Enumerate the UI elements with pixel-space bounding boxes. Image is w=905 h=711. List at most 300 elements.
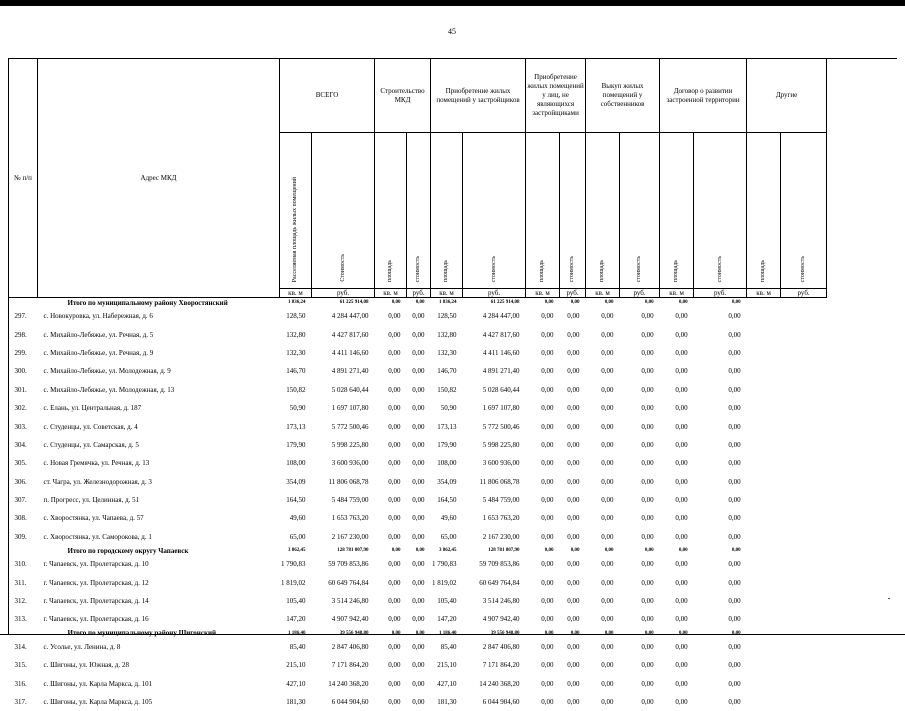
row-address: с. Михайло-Лебяжье, ул. Речная, д. 9 <box>38 344 280 362</box>
table-cell: 0,00 <box>660 417 694 435</box>
subheader-cost <box>620 133 660 289</box>
table-cell: 0,00 <box>407 491 431 509</box>
table-cell: 0,00 <box>660 528 694 546</box>
table-row <box>9 610 827 628</box>
row-address: с. Хворостянка, ул. Саморокова, д. 1 <box>38 528 280 546</box>
table-cell: 0,00 <box>694 298 747 308</box>
table-cell: 4 907 942,40 <box>463 610 526 628</box>
table-cell: 0,00 <box>694 307 747 325</box>
row-number: 300. <box>9 362 38 380</box>
table-cell: 0,00 <box>660 298 694 308</box>
table-cell: 0,00 <box>694 693 747 711</box>
table-cell: 65,00 <box>431 528 463 546</box>
table-cell: 0,00 <box>560 528 586 546</box>
table-row <box>9 693 827 711</box>
table-row <box>9 674 827 692</box>
table-cell: 0,00 <box>586 381 620 399</box>
unit-label: кв. м <box>280 289 312 298</box>
table-cell: 0,00 <box>407 656 431 674</box>
table-cell: 0,00 <box>375 693 407 711</box>
unit-label: руб. <box>620 289 660 298</box>
table-cell: 0,00 <box>375 610 407 628</box>
table-cell: 0,00 <box>620 454 660 472</box>
table-cell: 4 411 146,60 <box>463 344 526 362</box>
unit-label: руб. <box>407 289 431 298</box>
unit-label: руб. <box>694 289 747 298</box>
table-cell <box>747 473 781 491</box>
table-cell: 3 514 246,80 <box>312 592 375 610</box>
row-number: 311. <box>9 573 38 591</box>
table-cell: 0,00 <box>660 555 694 573</box>
table-cell: 61 225 914,08 <box>312 298 375 308</box>
subheader-label: площадь <box>387 260 394 282</box>
scan-speck <box>888 598 890 599</box>
row-address: с. Шигоны, ул. Карла Маркса, д. 105 <box>38 693 280 711</box>
table-cell: 0,00 <box>375 436 407 454</box>
table-cell: 49,60 <box>280 509 312 527</box>
subheader-cost <box>463 133 526 289</box>
table-cell: 0,00 <box>375 509 407 527</box>
table-cell: 0,00 <box>694 674 747 692</box>
table-cell: 0,00 <box>660 693 694 711</box>
table-cell: 0,00 <box>586 307 620 325</box>
table-cell: 0,00 <box>694 546 747 555</box>
subheader-label: стоимость <box>800 256 807 282</box>
table-cell: 11 806 068,78 <box>463 473 526 491</box>
table-cell: 0,00 <box>375 417 407 435</box>
table-cell: 0,00 <box>560 573 586 591</box>
table-cell: 1 790,83 <box>280 555 312 573</box>
subheader-cost <box>781 133 827 289</box>
table-cell: 0,00 <box>694 592 747 610</box>
table-cell <box>747 528 781 546</box>
table-cell <box>781 693 827 711</box>
table-cell: 0,00 <box>560 674 586 692</box>
table-cell: 0,00 <box>560 638 586 656</box>
table-cell <box>781 573 827 591</box>
group-header-construction: Строительство МКД <box>375 59 431 133</box>
table-cell: 0,00 <box>620 473 660 491</box>
table-cell: 0,00 <box>526 555 560 573</box>
table-cell <box>747 573 781 591</box>
row-number: 309. <box>9 528 38 546</box>
table-cell <box>747 325 781 343</box>
table-cell <box>781 298 827 308</box>
table-cell: 0,00 <box>586 693 620 711</box>
row-number <box>9 298 38 308</box>
subheader-area <box>375 133 407 289</box>
table-cell: 0,00 <box>694 417 747 435</box>
table-cell: 3 600 936,00 <box>463 454 526 472</box>
row-address: с. Студенцы, ул. Самарская, д. 5 <box>38 436 280 454</box>
table-cell: 0,00 <box>407 325 431 343</box>
table-cell: 0,00 <box>620 381 660 399</box>
table-row <box>9 325 827 343</box>
table-cell: 0,00 <box>560 610 586 628</box>
unit-label: руб. <box>312 289 375 298</box>
table-cell: 0,00 <box>526 546 560 555</box>
row-number: 317. <box>9 693 38 711</box>
table-cell: 0,00 <box>586 473 620 491</box>
table-row <box>9 555 827 573</box>
table-cell: 1 819,02 <box>280 573 312 591</box>
table-cell <box>747 362 781 380</box>
table-cell: 0,00 <box>586 436 620 454</box>
table-cell: 0,00 <box>375 638 407 656</box>
row-address: с. Усолье, ул. Ленина, д. 8 <box>38 638 280 656</box>
table-row <box>9 454 827 472</box>
table-cell: 0,00 <box>660 307 694 325</box>
table-cell: 0,00 <box>560 454 586 472</box>
table-cell: 0,00 <box>526 610 560 628</box>
table-row <box>9 344 827 362</box>
table-cell: 105,40 <box>431 592 463 610</box>
table-cell: 0,00 <box>660 381 694 399</box>
table-cell: 0,00 <box>694 509 747 527</box>
table-cell: 0,00 <box>620 528 660 546</box>
table-cell: 0,00 <box>620 344 660 362</box>
row-number: 305. <box>9 454 38 472</box>
table-cell: 0,00 <box>560 325 586 343</box>
unit-label: кв. м <box>431 289 463 298</box>
table-cell: 0,00 <box>407 674 431 692</box>
row-address: с. Шигоны, ул. Карла Маркса, д. 101 <box>38 674 280 692</box>
table-cell: 0,00 <box>586 528 620 546</box>
table-row <box>9 381 827 399</box>
table-header <box>9 59 827 298</box>
subheader-label: стоимость <box>717 256 724 282</box>
top-border-bar <box>0 0 905 6</box>
table-row <box>9 417 827 435</box>
table-cell: 0,00 <box>694 573 747 591</box>
table-cell: 0,00 <box>660 674 694 692</box>
unit-label: руб. <box>463 289 526 298</box>
table-cell: 0,00 <box>407 693 431 711</box>
table-cell: 0,00 <box>660 610 694 628</box>
table-cell: 0,00 <box>407 362 431 380</box>
table-cell: 0,00 <box>660 362 694 380</box>
table-cell: 4 427 817,60 <box>312 325 375 343</box>
resettlement-table <box>8 58 827 711</box>
row-address: с. Михайло-Лебяжье, ул. Речная, д. 5 <box>38 325 280 343</box>
table-cell: 0,00 <box>620 656 660 674</box>
table-cell: 6 044 904,60 <box>463 693 526 711</box>
table-cell <box>747 454 781 472</box>
unit-label: кв. м <box>375 289 407 298</box>
table-cell: 215,10 <box>280 656 312 674</box>
table-cell: 0,00 <box>586 298 620 308</box>
group-header-nondeveloper-purchase: Приобретение жилых помещений у лиц, не являющихся застройщиками <box>526 59 586 133</box>
row-number: 298. <box>9 325 38 343</box>
table-cell: 0,00 <box>560 344 586 362</box>
table-cell: 0,00 <box>526 674 560 692</box>
table-cell: 0,00 <box>660 592 694 610</box>
row-number: 315. <box>9 656 38 674</box>
table-cell: 146,70 <box>431 362 463 380</box>
table-cell: 0,00 <box>375 592 407 610</box>
table-cell: 0,00 <box>407 417 431 435</box>
unit-label: кв. м <box>747 289 781 298</box>
row-number: 302. <box>9 399 38 417</box>
table-cell: 164,50 <box>431 491 463 509</box>
table-cell: 0,00 <box>407 610 431 628</box>
table-cell: 0,00 <box>620 509 660 527</box>
table-cell: 0,00 <box>620 610 660 628</box>
table-cell <box>781 528 827 546</box>
row-number: 307. <box>9 491 38 509</box>
table-cell: 0,00 <box>407 528 431 546</box>
subheader-label: площадь <box>539 260 546 282</box>
table-cell: 1 790,83 <box>431 555 463 573</box>
table-cell: 0,00 <box>586 344 620 362</box>
table-cell: 150,82 <box>431 381 463 399</box>
table-cell <box>747 638 781 656</box>
table-cell: 0,00 <box>660 638 694 656</box>
table-cell: 0,00 <box>375 344 407 362</box>
table-cell: 0,00 <box>560 473 586 491</box>
table-cell: 0,00 <box>407 454 431 472</box>
table-cell: 50,90 <box>280 399 312 417</box>
table-cell: 61 225 914,08 <box>463 298 526 308</box>
table-cell: 85,40 <box>431 638 463 656</box>
table-cell: 0,00 <box>375 362 407 380</box>
bottom-border-line <box>0 634 905 635</box>
table-cell: 0,00 <box>407 509 431 527</box>
table-cell: 0,00 <box>375 399 407 417</box>
row-address: п. Прогресс, ул. Целинная, д. 51 <box>38 491 280 509</box>
table-cell: 4 891 271,40 <box>312 362 375 380</box>
table-row <box>9 592 827 610</box>
table-cell: 7 171 864,20 <box>312 656 375 674</box>
table-cell: 7 171 864,20 <box>463 656 526 674</box>
unit-label: кв. м <box>586 289 620 298</box>
table-cell: 0,00 <box>526 693 560 711</box>
table-cell: 0,00 <box>694 399 747 417</box>
table-cell: 0,00 <box>407 573 431 591</box>
table-cell: 0,00 <box>620 325 660 343</box>
subheader-cost <box>560 133 586 289</box>
group-header-total: ВСЕГО <box>280 59 375 133</box>
table-cell: 0,00 <box>526 592 560 610</box>
row-address: г. Чапаевск, ул. Пролетарская, д. 10 <box>38 555 280 573</box>
table-cell: 4 427 817,60 <box>463 325 526 343</box>
table-cell: 3 862,45 <box>280 546 312 555</box>
subheader-label: стоимость <box>491 256 498 282</box>
table-row <box>9 436 827 454</box>
table-cell: 59 709 853,86 <box>312 555 375 573</box>
table-cell: 0,00 <box>694 491 747 509</box>
table-cell: 0,00 <box>375 528 407 546</box>
table-cell: 0,00 <box>560 491 586 509</box>
table-cell: 0,00 <box>407 344 431 362</box>
table-cell <box>781 362 827 380</box>
table-row <box>9 656 827 674</box>
table-row <box>9 362 827 380</box>
table-cell: 1 819,02 <box>431 573 463 591</box>
table-cell: 0,00 <box>526 436 560 454</box>
table-cell <box>781 546 827 555</box>
table-cell: 128 781 807,90 <box>312 546 375 555</box>
table-cell <box>747 399 781 417</box>
unit-label: кв. м <box>526 289 560 298</box>
table-cell: 147,20 <box>280 610 312 628</box>
table-cell: 0,00 <box>526 362 560 380</box>
table-cell: 173,13 <box>431 417 463 435</box>
table-cell: 1 653 763,20 <box>312 509 375 527</box>
row-number: 312. <box>9 592 38 610</box>
table-cell: 0,00 <box>586 454 620 472</box>
table-cell: 0,00 <box>560 592 586 610</box>
table-cell: 108,00 <box>431 454 463 472</box>
table-cell <box>781 307 827 325</box>
table-cell: 0,00 <box>586 399 620 417</box>
table-cell <box>781 638 827 656</box>
table-cell: 128,50 <box>280 307 312 325</box>
table-cell: 50,90 <box>431 399 463 417</box>
unit-label: кв. м <box>660 289 694 298</box>
row-number: 299. <box>9 344 38 362</box>
table-cell: 0,00 <box>375 325 407 343</box>
subheader-label: стоимость <box>569 256 576 282</box>
table-cell: 0,00 <box>694 362 747 380</box>
table-cell <box>781 381 827 399</box>
table-cell: 0,00 <box>526 528 560 546</box>
subheader-area <box>660 133 694 289</box>
table-cell: 1 836,24 <box>431 298 463 308</box>
table-cell: 1 697 107,80 <box>312 399 375 417</box>
table-cell: 0,00 <box>660 491 694 509</box>
table-cell: 0,00 <box>586 491 620 509</box>
table-cell: 0,00 <box>375 307 407 325</box>
table-cell: 0,00 <box>694 454 747 472</box>
table-cell: 0,00 <box>620 592 660 610</box>
unit-label: руб. <box>781 289 827 298</box>
table-cell <box>747 592 781 610</box>
table-cell: 150,82 <box>280 381 312 399</box>
table-row <box>9 573 827 591</box>
table-cell: 0,00 <box>660 436 694 454</box>
row-number: 314. <box>9 638 38 656</box>
table-cell: 0,00 <box>375 381 407 399</box>
table-cell: 1 836,24 <box>280 298 312 308</box>
table-row <box>9 473 827 491</box>
table-cell: 3 514 246,80 <box>463 592 526 610</box>
table-cell: 59 709 853,86 <box>463 555 526 573</box>
table-cell: 0,00 <box>620 638 660 656</box>
subheader-area <box>526 133 560 289</box>
row-number: 316. <box>9 674 38 692</box>
table-cell <box>781 325 827 343</box>
table-cell: 0,00 <box>620 362 660 380</box>
table-cell <box>747 509 781 527</box>
table-cell: 0,00 <box>620 491 660 509</box>
table-cell: 132,80 <box>280 325 312 343</box>
table-cell: 0,00 <box>586 674 620 692</box>
table-cell: 0,00 <box>660 656 694 674</box>
table-row <box>9 399 827 417</box>
table-cell: 0,00 <box>694 473 747 491</box>
table-cell: 0,00 <box>526 417 560 435</box>
table-cell: 0,00 <box>407 436 431 454</box>
table-row <box>9 509 827 527</box>
table-row <box>9 638 827 656</box>
table-cell: 128 781 807,90 <box>463 546 526 555</box>
table-cell: 132,80 <box>431 325 463 343</box>
row-number: 303. <box>9 417 38 435</box>
row-number: 297. <box>9 307 38 325</box>
table-cell: 0,00 <box>694 610 747 628</box>
table-cell: 0,00 <box>560 399 586 417</box>
table-cell: 0,00 <box>694 656 747 674</box>
table-cell: 0,00 <box>407 307 431 325</box>
table-cell: 0,00 <box>586 656 620 674</box>
column-number-header: № п/п <box>9 59 38 298</box>
row-address: с. Новокуровка, ул. Набережная, д. 6 <box>38 307 280 325</box>
table-cell: 0,00 <box>526 638 560 656</box>
table-cell: 427,10 <box>431 674 463 692</box>
table-cell <box>781 436 827 454</box>
table-cell: 11 806 068,78 <box>312 473 375 491</box>
table-cell: 1 697 107,80 <box>463 399 526 417</box>
table-cell: 4 284 447,00 <box>463 307 526 325</box>
table-cell: 0,00 <box>407 555 431 573</box>
row-number: 308. <box>9 509 38 527</box>
table-cell: 0,00 <box>620 573 660 591</box>
table-cell <box>781 555 827 573</box>
subtotal-row <box>9 546 827 555</box>
table-cell: 147,20 <box>431 610 463 628</box>
table-cell <box>747 298 781 308</box>
table-cell: 0,00 <box>694 528 747 546</box>
table-cell: 132,30 <box>431 344 463 362</box>
table-cell: 181,30 <box>280 693 312 711</box>
table-cell <box>781 454 827 472</box>
table-cell: 0,00 <box>586 509 620 527</box>
table-cell: 0,00 <box>560 509 586 527</box>
table-cell <box>781 592 827 610</box>
row-address: с. Новая Гремячка, ул. Речная, д. 13 <box>38 454 280 472</box>
table-cell: 4 907 942,40 <box>312 610 375 628</box>
table-cell: 427,10 <box>280 674 312 692</box>
table-cell <box>747 436 781 454</box>
table-cell: 0,00 <box>407 592 431 610</box>
table-cell <box>747 555 781 573</box>
table-cell: 0,00 <box>407 473 431 491</box>
table-cell <box>747 307 781 325</box>
table-cell: 0,00 <box>526 399 560 417</box>
table-cell: 0,00 <box>694 436 747 454</box>
table-cell: 60 649 764,84 <box>463 573 526 591</box>
row-address: г. Чапаевск, ул. Пролетарская, д. 14 <box>38 592 280 610</box>
table-cell: 0,00 <box>560 436 586 454</box>
table-cell: 354,09 <box>280 473 312 491</box>
table-cell <box>781 417 827 435</box>
row-address: с. Шигоны, ул. Южная, д. 28 <box>38 656 280 674</box>
table-cell <box>781 344 827 362</box>
table-cell: 128,50 <box>431 307 463 325</box>
table-cell: 5 998 225,80 <box>463 436 526 454</box>
table-cell: 1 653 763,20 <box>463 509 526 527</box>
row-address: Итого по муниципальному району Хворостянский <box>38 298 280 308</box>
table-cell: 2 167 230,00 <box>463 528 526 546</box>
table-cell: 354,09 <box>431 473 463 491</box>
table-cell: 0,00 <box>620 674 660 692</box>
table-cell: 3 600 936,00 <box>312 454 375 472</box>
table-cell: 0,00 <box>375 656 407 674</box>
table-cell <box>781 473 827 491</box>
table-cell: 0,00 <box>560 656 586 674</box>
table-cell: 0,00 <box>660 454 694 472</box>
